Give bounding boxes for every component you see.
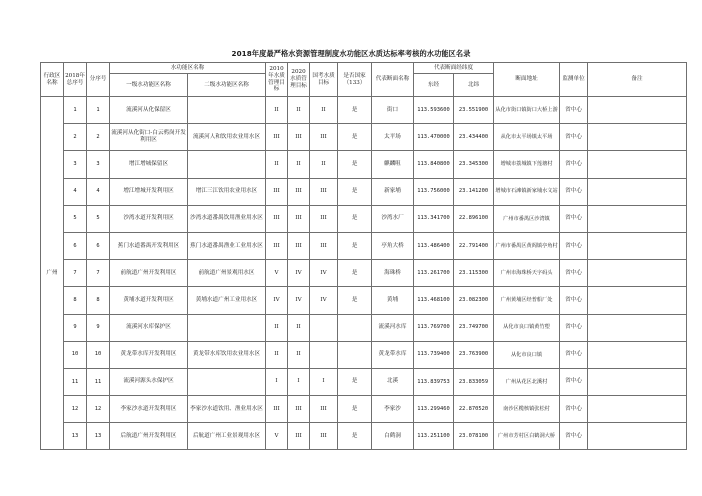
cell-is-national: 是 (338, 178, 372, 205)
cell-north: 23.345300 (454, 151, 494, 178)
header-target-2010: 2010年水质管理目标 (266, 63, 288, 97)
cell-total-seq: 10 (64, 341, 87, 368)
cell-primary-zone: 后航道广州开发利用区 (110, 423, 188, 450)
cell-north: 23.115300 (454, 260, 494, 287)
header-location: 断面地址 (494, 63, 560, 97)
cell-is-national: 是 (338, 124, 372, 151)
cell-target-2020: III (288, 178, 310, 205)
table-row (41, 178, 687, 205)
cell-section-name: 黄埔 (372, 287, 414, 314)
cell-national-target: I (310, 368, 338, 395)
table-row (41, 97, 687, 124)
cell-total-seq: 5 (64, 205, 87, 232)
cell-national-target: II (310, 97, 338, 124)
cell-section-name: 亭角大桥 (372, 232, 414, 259)
cell-monitor: 省中心 (560, 260, 588, 287)
cell-location: 广州从花区北溪村 (494, 368, 560, 395)
table-row (41, 232, 687, 259)
cell-remarks (588, 423, 687, 450)
cell-location: 广州黄埔区经普船厂处 (494, 287, 560, 314)
cell-north: 23.551900 (454, 97, 494, 124)
cell-monitor: 省中心 (560, 151, 588, 178)
header-primary-zone: 一级水功能区名称 (110, 74, 188, 97)
cell-national-target: II (310, 151, 338, 178)
cell-location: 广州市芳村区白鹤洞大桥 (494, 423, 560, 450)
cell-remarks (588, 124, 687, 151)
cell-target-2020: III (288, 396, 310, 423)
table-row (41, 287, 687, 314)
cell-secondary-zone: 沙湾水道番禺饮用渔业用水区 (188, 205, 266, 232)
cell-sub-seq: 6 (87, 232, 110, 259)
cell-secondary-zone: 黄埔水道广州工业用水区 (188, 287, 266, 314)
cell-is-national: 是 (338, 423, 372, 450)
cell-is-national: 是 (338, 232, 372, 259)
cell-remarks (588, 341, 687, 368)
cell-primary-zone: 增江增城保留区 (110, 151, 188, 178)
table-row (41, 423, 687, 450)
cell-national-target: III (310, 205, 338, 232)
cell-secondary-zone: 李家沙水道饮用、渔业用水区 (188, 396, 266, 423)
cell-east: 113.251100 (414, 423, 454, 450)
cell-north: 23.833059 (454, 368, 494, 395)
cell-national-target (310, 314, 338, 341)
cell-primary-zone: 沙湾水道开发利用区 (110, 205, 188, 232)
cell-target-2010: II (266, 341, 288, 368)
cell-target-2010: III (266, 396, 288, 423)
cell-section-name: 街口 (372, 97, 414, 124)
header-national-target: 国考水质目标 (310, 63, 338, 97)
cell-primary-zone: 李家沙水道开发利用区 (110, 396, 188, 423)
cell-target-2020: II (288, 151, 310, 178)
cell-secondary-zone: 流溪河人和饮用农业用水区 (188, 124, 266, 151)
cell-north: 23.763900 (454, 341, 494, 368)
table-body (41, 97, 687, 450)
cell-sub-seq: 5 (87, 205, 110, 232)
cell-total-seq: 6 (64, 232, 87, 259)
cell-monitor: 省中心 (560, 97, 588, 124)
cell-east: 113.341700 (414, 205, 454, 232)
cell-target-2010: V (266, 423, 288, 450)
cell-target-2020: IV (288, 260, 310, 287)
header-row-1 (41, 63, 687, 74)
table-row (41, 205, 687, 232)
cell-sub-seq: 8 (87, 287, 110, 314)
cell-target-2010: III (266, 124, 288, 151)
cell-section-name: 沙湾水厂 (372, 205, 414, 232)
cell-secondary-zone (188, 368, 266, 395)
cell-target-2020: IV (288, 287, 310, 314)
cell-primary-zone: 蕉门水道番禺开发利用区 (110, 232, 188, 259)
cell-east: 113.593600 (414, 97, 454, 124)
cell-is-national: 是 (338, 151, 372, 178)
cell-national-target: III (310, 423, 338, 450)
cell-national-target (310, 341, 338, 368)
cell-monitor: 省中心 (560, 341, 588, 368)
cell-sub-seq: 7 (87, 260, 110, 287)
header-section-name: 代表断面名称 (372, 63, 414, 97)
table-row (41, 368, 687, 395)
cell-secondary-zone (188, 151, 266, 178)
cell-target-2010: III (266, 232, 288, 259)
table-row (41, 396, 687, 423)
cell-total-seq: 2 (64, 124, 87, 151)
cell-national-target: IV (310, 260, 338, 287)
cell-target-2010: IV (266, 287, 288, 314)
cell-is-national: 是 (338, 396, 372, 423)
cell-section-name: 黄龙带水库 (372, 341, 414, 368)
cell-section-name: 海珠桥 (372, 260, 414, 287)
cell-east: 113.769700 (414, 314, 454, 341)
cell-east: 113.299460 (414, 396, 454, 423)
cell-remarks (588, 151, 687, 178)
header-total-seq: 2018年总序号 (64, 63, 87, 97)
cell-east: 113.839753 (414, 368, 454, 395)
table-row (41, 314, 687, 341)
cell-total-seq: 7 (64, 260, 87, 287)
cell-monitor: 省中心 (560, 314, 588, 341)
cell-north: 23.078100 (454, 423, 494, 450)
table-row (41, 151, 687, 178)
cell-is-national: 是 (338, 260, 372, 287)
cell-target-2020: I (288, 368, 310, 395)
cell-secondary-zone (188, 314, 266, 341)
header-district: 行政区名称 (41, 63, 64, 97)
cell-location: 从化市街口镇街口大桥上游 (494, 97, 560, 124)
cell-sub-seq: 9 (87, 314, 110, 341)
cell-total-seq: 1 (64, 97, 87, 124)
cell-national-target: III (310, 396, 338, 423)
cell-location: 南沙区榄核镇张松村 (494, 396, 560, 423)
cell-primary-zone: 流溪河从化街口-白云鸦岗开发利用区 (110, 124, 188, 151)
header-is-national: 是否国家（133） (338, 63, 372, 97)
cell-national-target: III (310, 124, 338, 151)
header-func-zone-group: 水功能区名称 (110, 63, 266, 74)
cell-target-2020: III (288, 423, 310, 450)
cell-remarks (588, 205, 687, 232)
cell-east: 113.840800 (414, 151, 454, 178)
cell-target-2020: III (288, 124, 310, 151)
cell-primary-zone: 前航道广州开发利用区 (110, 260, 188, 287)
cell-east: 113.470000 (414, 124, 454, 151)
cell-is-national (338, 341, 372, 368)
header-sub-seq: 分序号 (87, 63, 110, 97)
cell-total-seq: 9 (64, 314, 87, 341)
cell-monitor: 省中心 (560, 205, 588, 232)
cell-remarks (588, 396, 687, 423)
cell-north: 22.896100 (454, 205, 494, 232)
table-row (41, 341, 687, 368)
header-north: 北纬 (454, 74, 494, 97)
cell-east: 113.739400 (414, 341, 454, 368)
cell-sub-seq: 10 (87, 341, 110, 368)
cell-section-name: 北溪 (372, 368, 414, 395)
cell-total-seq: 12 (64, 396, 87, 423)
cell-remarks (588, 287, 687, 314)
cell-secondary-zone: 增江三江饮用农业用水区 (188, 178, 266, 205)
cell-section-name: 李家沙 (372, 396, 414, 423)
cell-target-2010: II (266, 97, 288, 124)
cell-monitor: 省中心 (560, 178, 588, 205)
cell-sub-seq: 13 (87, 423, 110, 450)
header-east: 东经 (414, 74, 454, 97)
cell-is-national: 是 (338, 368, 372, 395)
cell-monitor: 省中心 (560, 232, 588, 259)
cell-sub-seq: 2 (87, 124, 110, 151)
page-title: 2018年度最严格水资源管理制度水功能区水质达标率考核的水功能区名录 (231, 49, 471, 58)
cell-is-national: 是 (338, 97, 372, 124)
cell-is-national: 是 (338, 205, 372, 232)
cell-primary-zone: 流溪河源头水保护区 (110, 368, 188, 395)
cell-total-seq: 8 (64, 287, 87, 314)
cell-location: 广州市番禺区黄阁镇亭角村 (494, 232, 560, 259)
cell-target-2020: II (288, 341, 310, 368)
cell-monitor: 省中心 (560, 124, 588, 151)
header-target-2020: 2020水质管理目标 (288, 63, 310, 97)
cell-north: 22.870520 (454, 396, 494, 423)
header-secondary-zone: 二级水功能区名称 (188, 74, 266, 97)
header-monitor: 监测单位 (560, 63, 588, 97)
water-function-zone-table (40, 62, 687, 450)
cell-target-2010: III (266, 178, 288, 205)
cell-remarks (588, 260, 687, 287)
cell-location: 从化市太平场镇太平场 (494, 124, 560, 151)
cell-primary-zone: 流溪河从化保留区 (110, 97, 188, 124)
cell-primary-zone: 黄埔水道开发利用区 (110, 287, 188, 314)
cell-location: 增城市石滩镇新家埔水文站 (494, 178, 560, 205)
cell-north: 23.749700 (454, 314, 494, 341)
cell-sub-seq: 11 (87, 368, 110, 395)
cell-primary-zone: 流溪河水库保护区 (110, 314, 188, 341)
cell-is-national (338, 314, 372, 341)
cell-sub-seq: 4 (87, 178, 110, 205)
cell-target-2010: II (266, 151, 288, 178)
cell-remarks (588, 178, 687, 205)
cell-sub-seq: 1 (87, 97, 110, 124)
cell-east: 113.468100 (414, 287, 454, 314)
cell-east: 113.261700 (414, 260, 454, 287)
cell-monitor: 省中心 (560, 396, 588, 423)
cell-sub-seq: 12 (87, 396, 110, 423)
cell-section-name: 流溪河水库 (372, 314, 414, 341)
cell-secondary-zone (188, 97, 266, 124)
cell-section-name: 白鹤洞 (372, 423, 414, 450)
cell-primary-zone: 黄龙带水库开发利用区 (110, 341, 188, 368)
cell-east: 113.486400 (414, 232, 454, 259)
cell-is-national: 是 (338, 287, 372, 314)
cell-north: 22.791400 (454, 232, 494, 259)
cell-target-2020: II (288, 97, 310, 124)
cell-secondary-zone: 蕉门水道番禺渔业工业用水区 (188, 232, 266, 259)
table-row (41, 260, 687, 287)
cell-north: 23.141200 (454, 178, 494, 205)
cell-location: 从化市良口镇 (494, 341, 560, 368)
cell-target-2010: III (266, 205, 288, 232)
cell-location: 广州市番禺区沙湾镇 (494, 205, 560, 232)
cell-section-name: 麒麟咀 (372, 151, 414, 178)
cell-north: 23.434400 (454, 124, 494, 151)
cell-primary-zone: 增江增城开发利用区 (110, 178, 188, 205)
cell-north: 23.082300 (454, 287, 494, 314)
cell-location: 从化市良口镇黄竹塱 (494, 314, 560, 341)
header-coord-group: 代表断面经纬度 (414, 63, 494, 74)
cell-secondary-zone: 前航道广州景观用水区 (188, 260, 266, 287)
cell-monitor: 省中心 (560, 287, 588, 314)
cell-monitor: 省中心 (560, 423, 588, 450)
header-remarks: 备注 (588, 63, 687, 97)
cell-section-name: 太平场 (372, 124, 414, 151)
cell-location: 广州市海珠桥天字码头 (494, 260, 560, 287)
cell-section-name: 新家埔 (372, 178, 414, 205)
cell-total-seq: 3 (64, 151, 87, 178)
cell-target-2010: V (266, 260, 288, 287)
cell-total-seq: 13 (64, 423, 87, 450)
cell-sub-seq: 3 (87, 151, 110, 178)
cell-remarks (588, 368, 687, 395)
cell-target-2020: III (288, 205, 310, 232)
cell-secondary-zone: 黄龙带水库饮用农业用水区 (188, 341, 266, 368)
cell-target-2010: II (266, 314, 288, 341)
cell-secondary-zone: 后航道广州工业景观用水区 (188, 423, 266, 450)
cell-location: 增城市荔城镇下莲塘村 (494, 151, 560, 178)
cell-national-target: III (310, 178, 338, 205)
cell-remarks (588, 97, 687, 124)
cell-target-2020: III (288, 232, 310, 259)
cell-east: 113.756000 (414, 178, 454, 205)
cell-monitor: 省中心 (560, 368, 588, 395)
cell-national-target: IV (310, 287, 338, 314)
cell-total-seq: 4 (64, 178, 87, 205)
cell-district: 广州 (41, 97, 64, 450)
cell-remarks (588, 314, 687, 341)
cell-target-2010: I (266, 368, 288, 395)
cell-remarks (588, 232, 687, 259)
table-row (41, 124, 687, 151)
cell-total-seq: 11 (64, 368, 87, 395)
cell-target-2020: II (288, 314, 310, 341)
cell-national-target: III (310, 232, 338, 259)
